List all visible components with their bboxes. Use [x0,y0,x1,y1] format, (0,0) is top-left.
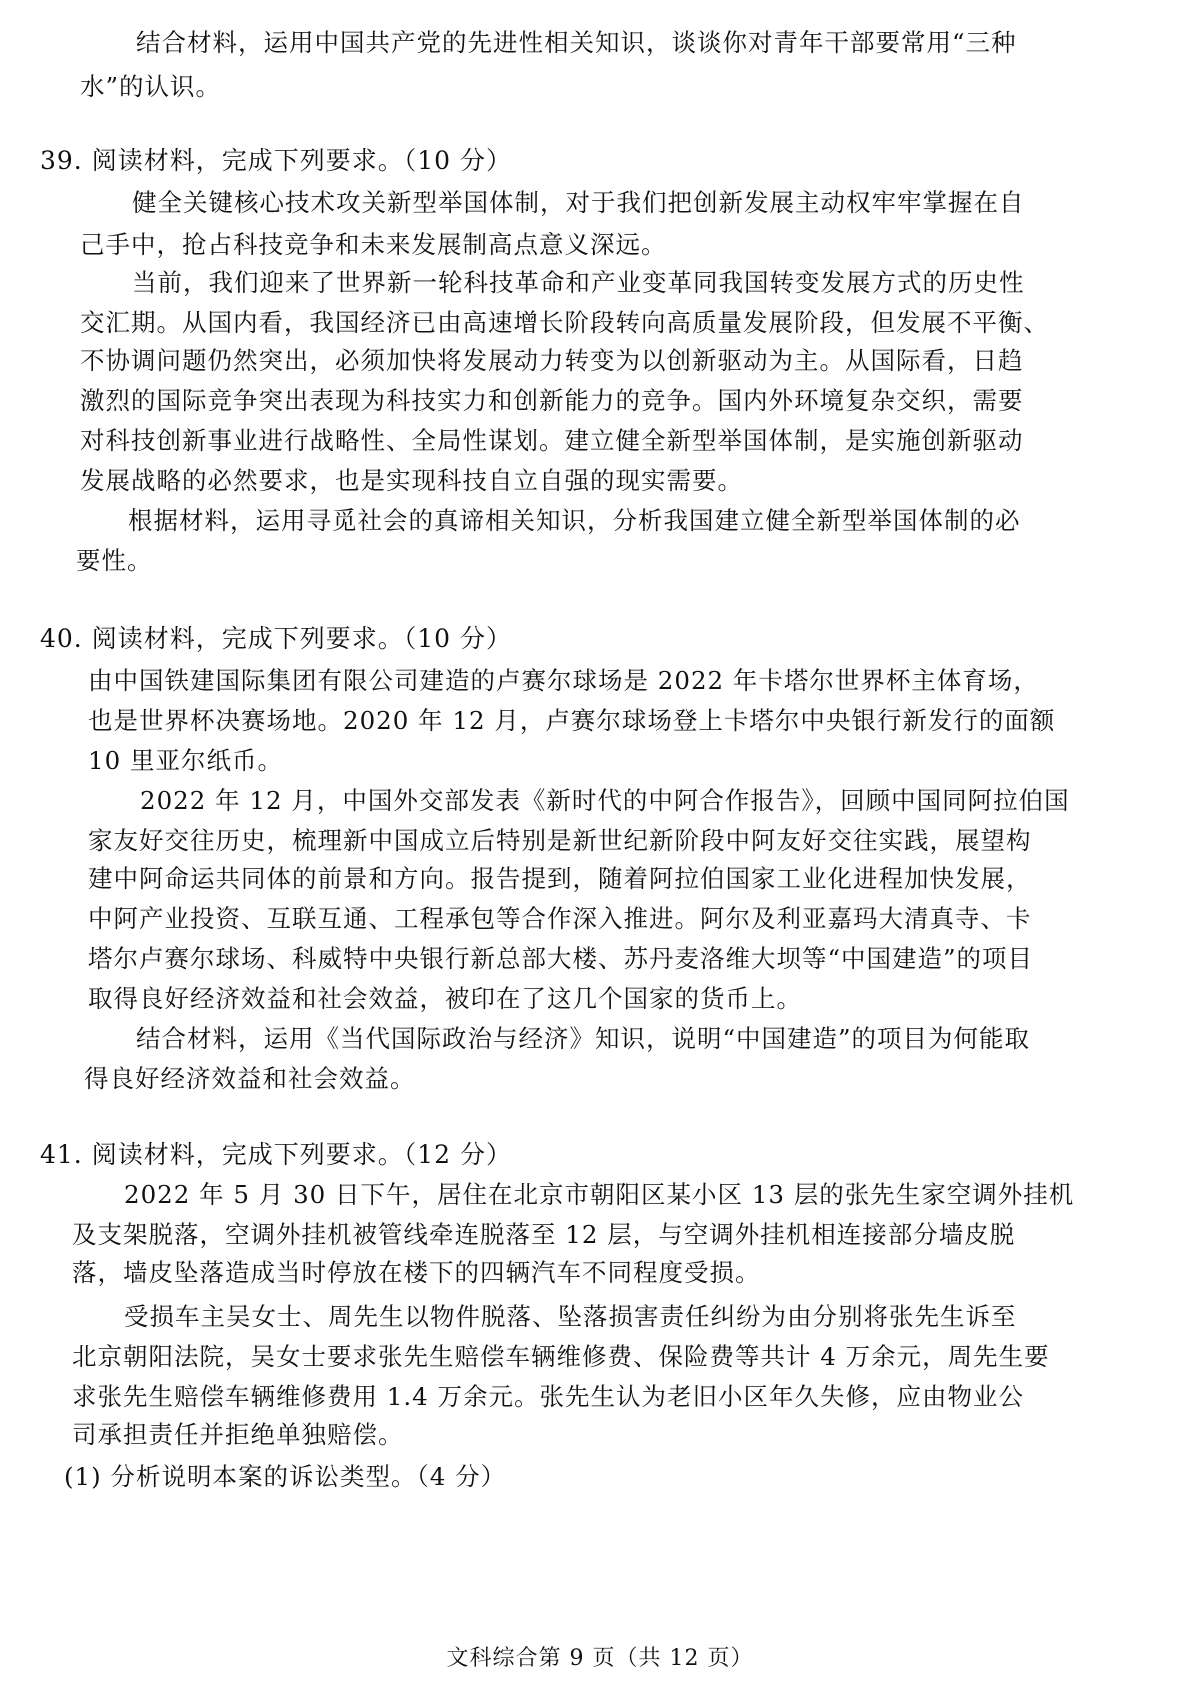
q41-line-6: 求张先生赔偿车辆维修费用 1.4 万余元。张先生认为老旧小区年久失修，应由物业公 [72,1382,1025,1411]
q41-subquestion-1: (1) 分析说明本案的诉讼类型。（4 分） [64,1462,507,1491]
q39-line-3: 当前，我们迎来了世界新一轮科技革命和产业变革同我国转变发展方式的历史性 [132,268,1025,297]
q39-line-9: 根据材料，运用寻觅社会的真谛相关知识，分析我国建立健全新型举国体制的必 [128,506,1021,535]
q40-line-7: 中阿产业投资、互联互通、工程承包等合作深入推进。阿尔及利亚嘉玛大清真寺、卡 [88,904,1032,933]
intro-line-1: 结合材料，运用中国共产党的先进性相关知识，谈谈你对青年干部要常用“三种 [136,28,1017,57]
q39-line-6: 激烈的国际竞争突出表现为科技实力和创新能力的竞争。国内外环境复杂交织，需要 [80,386,1024,415]
q39-line-7: 对科技创新事业进行战略性、全局性谋划。建立健全新型举国体制，是实施创新驱动 [80,426,1024,455]
question-41-header: 41. 阅读材料，完成下列要求。（12 分） [40,1140,512,1169]
q40-line-1: 由中国铁建国际集团有限公司建造的卢赛尔球场是 2022 年卡塔尔世界杯主体育场， [88,666,1039,695]
q41-line-5: 北京朝阳法院，吴女士要求张先生赔偿车辆维修费、保险费等共计 4 万余元，周先生要 [72,1342,1050,1371]
q40-line-8: 塔尔卢赛尔球场、科威特中央银行新总部大楼、苏丹麦洛维大坝等“中国建造”的项目 [88,944,1034,973]
q41-line-3: 落，墙皮坠落造成当时停放在楼下的四辆汽车不同程度受损。 [72,1258,761,1287]
q40-line-4: 2022 年 12 月，中国外交部发表《新时代的中阿合作报告》，回顾中国同阿拉伯国 [140,786,1070,815]
q39-line-4: 交汇期。从国内看，我国经济已由高速增长阶段转向高质量发展阶段，但发展不平衡、 [80,308,1049,337]
q39-line-2: 己手中，抢占科技竞争和未来发展制高点意义深远。 [80,230,667,259]
q41-line-2: 及支架脱落，空调外挂机被管线牵连脱落至 12 层，与空调外挂机相连接部分墙皮脱 [72,1220,1016,1249]
q41-line-7: 司承担责任并拒绝单独赔偿。 [72,1420,404,1449]
q40-line-3: 10 里亚尔纸币。 [88,746,283,775]
question-40-header: 40. 阅读材料，完成下列要求。（10 分） [40,624,512,653]
q40-line-5: 家友好交往历史，梳理新中国成立后特别是新世纪新阶段中阿友好交往实践，展望构 [88,826,1032,855]
question-39-header: 39. 阅读材料，完成下列要求。（10 分） [40,146,512,175]
intro-line-2: 水”的认识。 [80,72,222,101]
q40-line-9: 取得良好经济效益和社会效益，被印在了这几个国家的货币上。 [88,984,802,1013]
q40-line-2: 也是世界杯决赛场地。2020 年 12 月，卢赛尔球场登上卡塔尔中央银行新发行的面额 [88,706,1056,735]
q40-line-11: 得良好经济效益和社会效益。 [84,1064,416,1093]
q40-line-6: 建中阿命运共同体的前景和方向。报告提到，随着阿拉伯国家工业化进程加快发展， [88,864,1032,893]
q41-line-4: 受损车主吴女士、周先生以物件脱落、坠落损害责任纠纷为由分别将张先生诉至 [124,1302,1017,1331]
q39-line-1: 健全关键核心技术攻关新型举国体制，对于我们把创新发展主动权牢牢掌握在自 [132,188,1025,217]
q39-line-8: 发展战略的必然要求，也是实现科技自立自强的现实需要。 [80,466,743,495]
q41-line-1: 2022 年 5 月 30 日下午，居住在北京市朝阳区某小区 13 层的张先生家空调外挂机 [124,1180,1075,1209]
q39-line-5: 不协调问题仍然突出，必须加快将发展动力转变为以创新驱动为主。从国际看，日趋 [80,346,1024,375]
q39-line-10: 要性。 [76,546,153,575]
page-footer: 文科综合第 9 页（共 12 页） [446,1646,754,1671]
q40-line-10: 结合材料，运用《当代国际政治与经济》知识，说明“中国建造”的项目为何能取 [136,1024,1031,1053]
